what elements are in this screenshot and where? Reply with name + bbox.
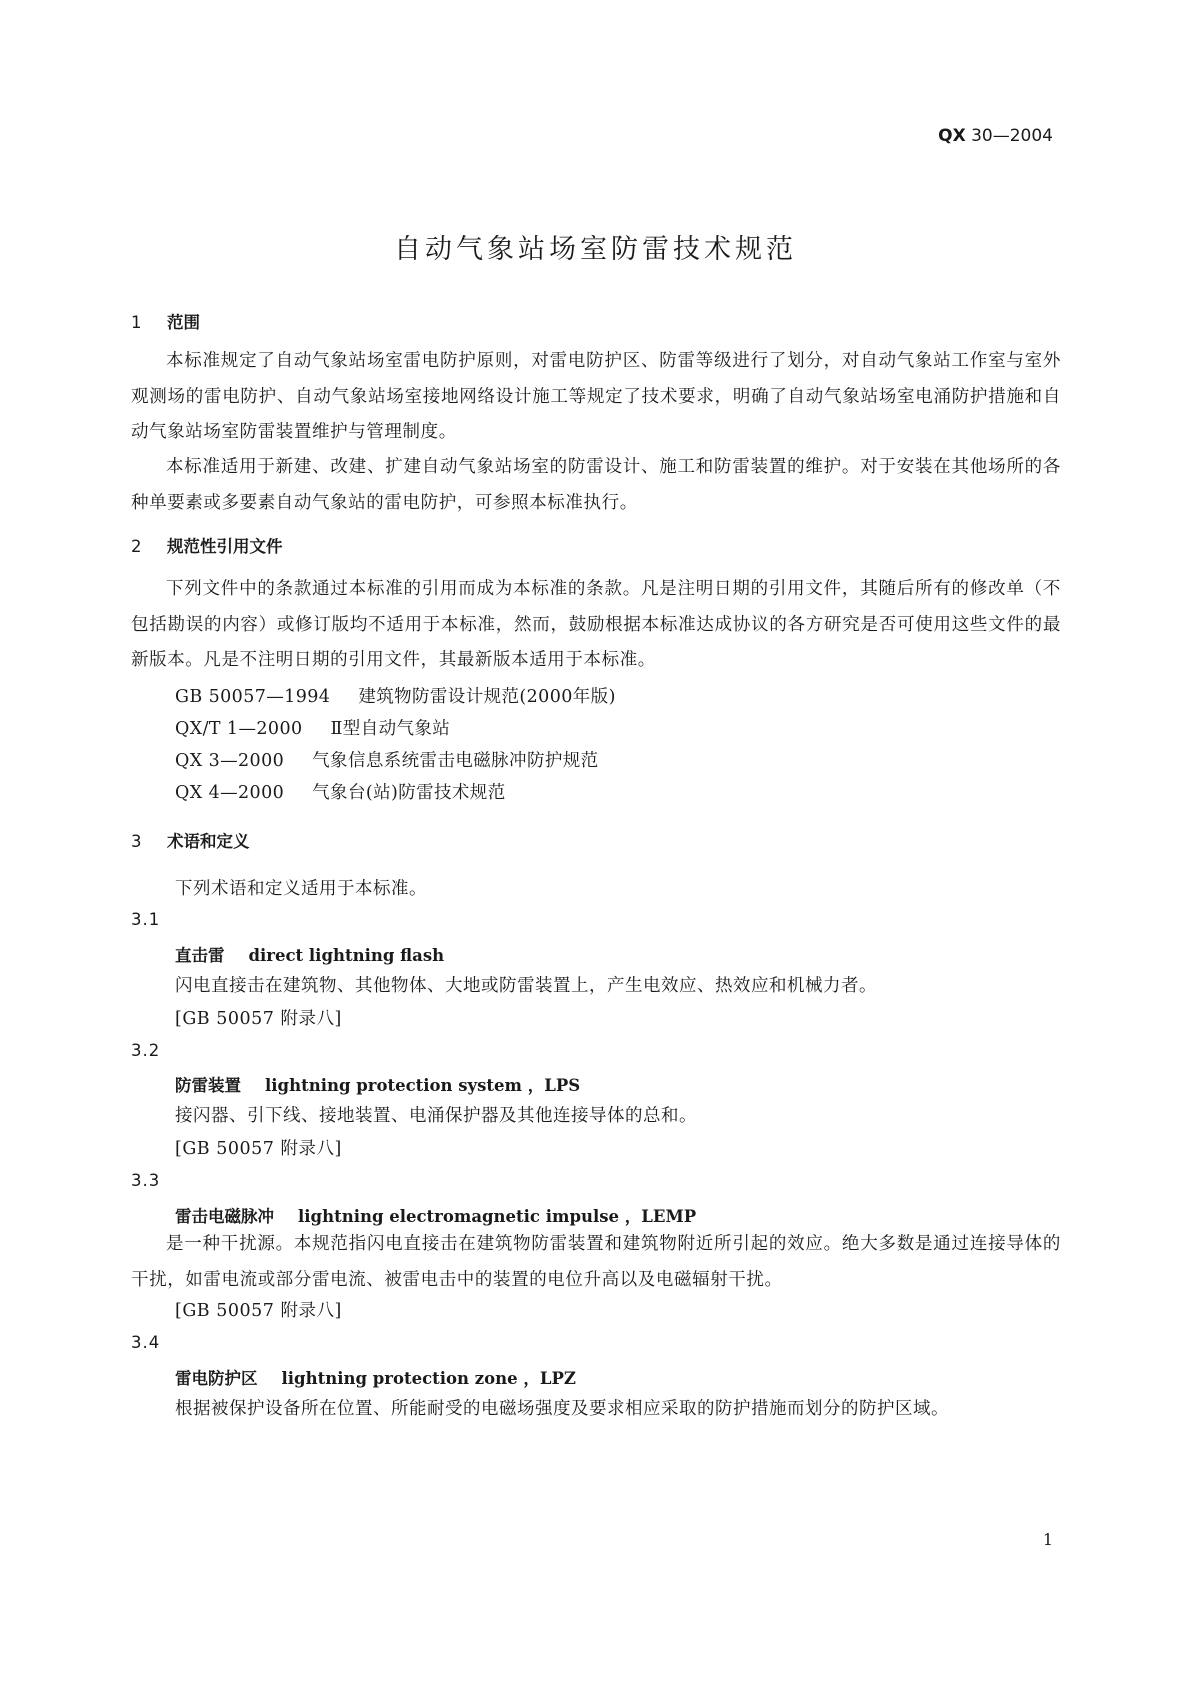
reference-item <box>175 683 616 708</box>
section-title: 规范性引用文件 <box>167 537 283 556</box>
section-number: 2 <box>131 537 142 556</box>
reference-code: QX/T 1—2000 <box>175 719 303 739</box>
standard-prefix: QX <box>938 126 966 146</box>
page-number: 1 <box>1042 1530 1053 1549</box>
term-definition: 根据被保护设备所在位置、所能耐受的电磁场强度及要求相应采取的防护措施而划分的防护区域。 <box>175 1399 949 1419</box>
term-source: [GB 50057 附录八] <box>175 1301 342 1321</box>
term-cn: 防雷装置 <box>175 1076 241 1095</box>
standard-number <box>938 126 1053 146</box>
term-en: lightning protection system ，LPS <box>265 1076 581 1095</box>
term-heading <box>175 1365 576 1389</box>
document-title: 自动气象站场室防雷技术规范 <box>394 234 797 265</box>
section-1-paragraph-1: 本标准规定了自动气象站场室雷电防护原则，对雷电防护区、防雷等级进行了划分，对自动气象站工作室与室外观测场的雷电防护、自动气象站场室接地网络设计施工等规定了技术要求，明确了自动气象站场室电涌防护措施和自动气象站场室防雷装置维护与管理制度。 <box>131 351 1061 442</box>
term-source: [GB 50057 附录八] <box>175 1139 342 1159</box>
section-3-intro: 下列术语和定义适用于本标准。 <box>175 879 427 899</box>
reference-name: 气象信息系统雷击电磁脉冲防护规范 <box>312 751 599 771</box>
section-title: 范围 <box>167 313 200 332</box>
section-1-heading <box>131 309 200 333</box>
term-definition: 闪电直接击在建筑物、其他物体、大地或防雷装置上，产生电效应、热效应和机械力者。 <box>175 976 877 996</box>
reference-item <box>175 715 450 740</box>
section-title: 术语和定义 <box>167 832 250 851</box>
term-definition: 接闪器、引下线、接地装置、电涌保护器及其他连接导体的总和。 <box>175 1106 697 1126</box>
section-1-paragraph-2: 本标准适用于新建、改建、扩建自动气象站场室的防雷设计、施工和防雷装置的维护。对于安装在其他场所的各种单要素或多要素自动气象站的雷电防护，可参照本标准执行。 <box>131 457 1061 513</box>
reference-name: Ⅱ型自动气象站 <box>330 719 451 739</box>
reference-code: QX 3—2000 <box>175 751 285 771</box>
term-cn: 雷击电磁脉冲 <box>175 1207 274 1226</box>
reference-name: 气象台(站)防雷技术规范 <box>312 783 506 803</box>
section-number: 3 <box>131 832 142 851</box>
term-en: lightning electromagnetic impulse ，LEMP <box>298 1207 697 1226</box>
clause-number: 3.1 <box>131 910 161 929</box>
reference-item <box>175 779 506 804</box>
term-en: direct lightning flash <box>248 946 445 965</box>
reference-code: GB 50057—1994 <box>175 687 331 707</box>
term-definition: 是一种干扰源。本规范指闪电直接击在建筑物防雷装置和建筑物附近所引起的效应。绝大多数是通过连接导体的干扰，如雷电流或部分雷电流、被雷电击中的装置的电位升高以及电磁辐射干扰。 <box>131 1234 1061 1290</box>
clause-number: 3.4 <box>131 1333 161 1352</box>
term-heading <box>175 1203 696 1227</box>
term-cn: 雷电防护区 <box>175 1369 258 1388</box>
term-heading <box>175 1072 580 1096</box>
term-source: [GB 50057 附录八] <box>175 1009 342 1029</box>
clause-number: 3.2 <box>131 1041 161 1060</box>
section-2-heading <box>131 533 283 557</box>
standard-code: 30—2004 <box>971 126 1053 146</box>
reference-name: 建筑物防雷设计规范(2000年版) <box>358 687 616 707</box>
clause-number: 3.3 <box>131 1171 161 1190</box>
reference-item <box>175 747 599 772</box>
section-2-paragraph-1: 下列文件中的条款通过本标准的引用而成为本标准的条款。凡是注明日期的引用文件，其随后所有的修改单（不包括勘误的内容）或修订版均不适用于本标准，然而，鼓励根据本标准达成协议的各方研究是否可使用这些文件的最新版本。凡是不注明日期的引用文件，其最新版本适用于本标准。 <box>131 579 1061 670</box>
term-cn: 直击雷 <box>175 946 225 965</box>
reference-code: QX 4—2000 <box>175 783 285 803</box>
section-number: 1 <box>131 313 142 332</box>
section-3-heading <box>131 828 250 852</box>
term-heading <box>175 942 444 966</box>
term-en: lightning protection zone ，LPZ <box>281 1369 576 1388</box>
